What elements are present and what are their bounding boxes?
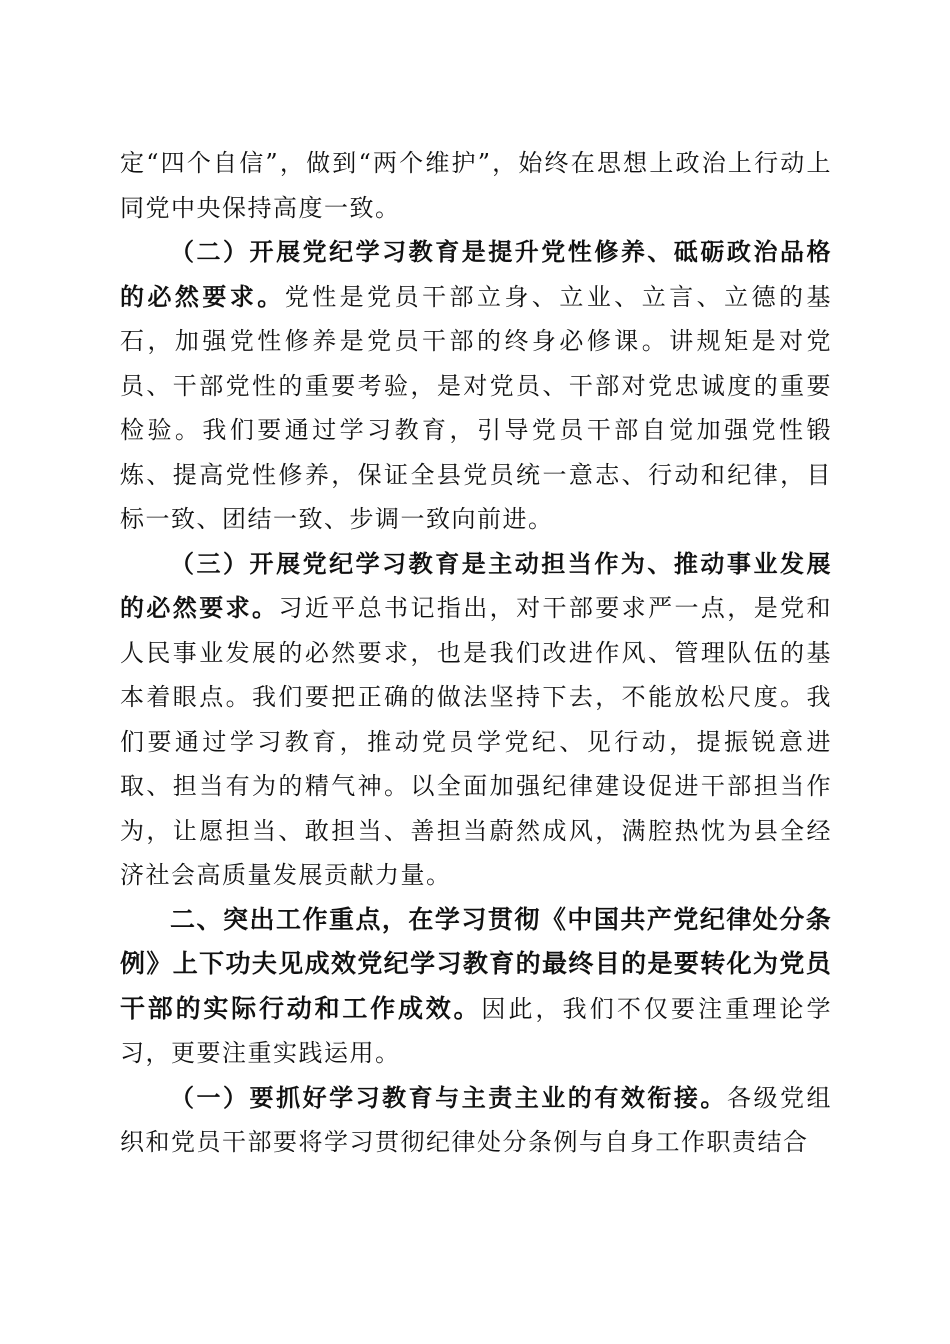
paragraph-5-body: 各级党组织和党员干部要将学习贯彻纪律处分条例与自身工作职责结合 bbox=[120, 1083, 832, 1156]
paragraph-2-heading: （二）开展党纪学习教育是提升党性修养、砥砺政治品格的必然要求。 bbox=[120, 237, 832, 311]
paragraph-3-heading: （三）开展党纪学习教育是主动担当作为、推动事业发展的必然要求。 bbox=[120, 548, 832, 622]
paragraph-3-body: 习近平总书记指出，对干部要求严一点，是党和人民事业发展的必然要求，也是我们改进作风、管理队伍的基本着眼点。我们要把正确的做法坚持下去，不能放松尺度。我们要通过学习教育，推动党员学党纪、见行动，提振锐意进取、担当有为的精气神。以全面加强纪律建设促进干部担当作为，让愿担当、敢担当、善担当蔚然成风，满腔热忱为县全经济社会高质量发展贡献力量。 bbox=[120, 594, 833, 889]
paragraph-5-heading: （一）要抓好学习教育与主责主业的有效衔接。 bbox=[170, 1082, 727, 1112]
paragraph-1 bbox=[120, 141, 832, 230]
paragraph-4 bbox=[120, 898, 832, 1076]
paragraph-2 bbox=[120, 230, 832, 542]
paragraph-1-text: 定“四个自信”，做到“两个维护”，始终在思想上政治上行动上同党中央保持高度一致。 bbox=[120, 149, 832, 222]
section-heading-2: 二、突出工作重点，在学习贯彻《中国共产党纪律处分条例》上下功夫见成效党纪学习教育的最终目的是要转化为党员干部的实际行动和工作成效。 bbox=[120, 904, 832, 1023]
paragraph-3 bbox=[120, 542, 832, 898]
paragraph-5 bbox=[120, 1076, 832, 1165]
document-body bbox=[120, 141, 832, 1165]
paragraph-4-body: 因此，我们不仅要注重理论学习，更要注重实践运用。 bbox=[120, 994, 833, 1067]
paragraph-2-body: 党性是党员干部立身、立业、立言、立德的基石，加强党性修养是党员干部的终身必修课。讲规矩是对党员、干部党性的重要考验，是对党员、干部对党忠诚度的重要检验。我们要通过学习教育，引导党员干部自觉加强党性锻炼、提高党性修养，保证全县党员统一意志、行动和纪律，目标一致、团结一致、步调一致向前进。 bbox=[120, 282, 833, 533]
